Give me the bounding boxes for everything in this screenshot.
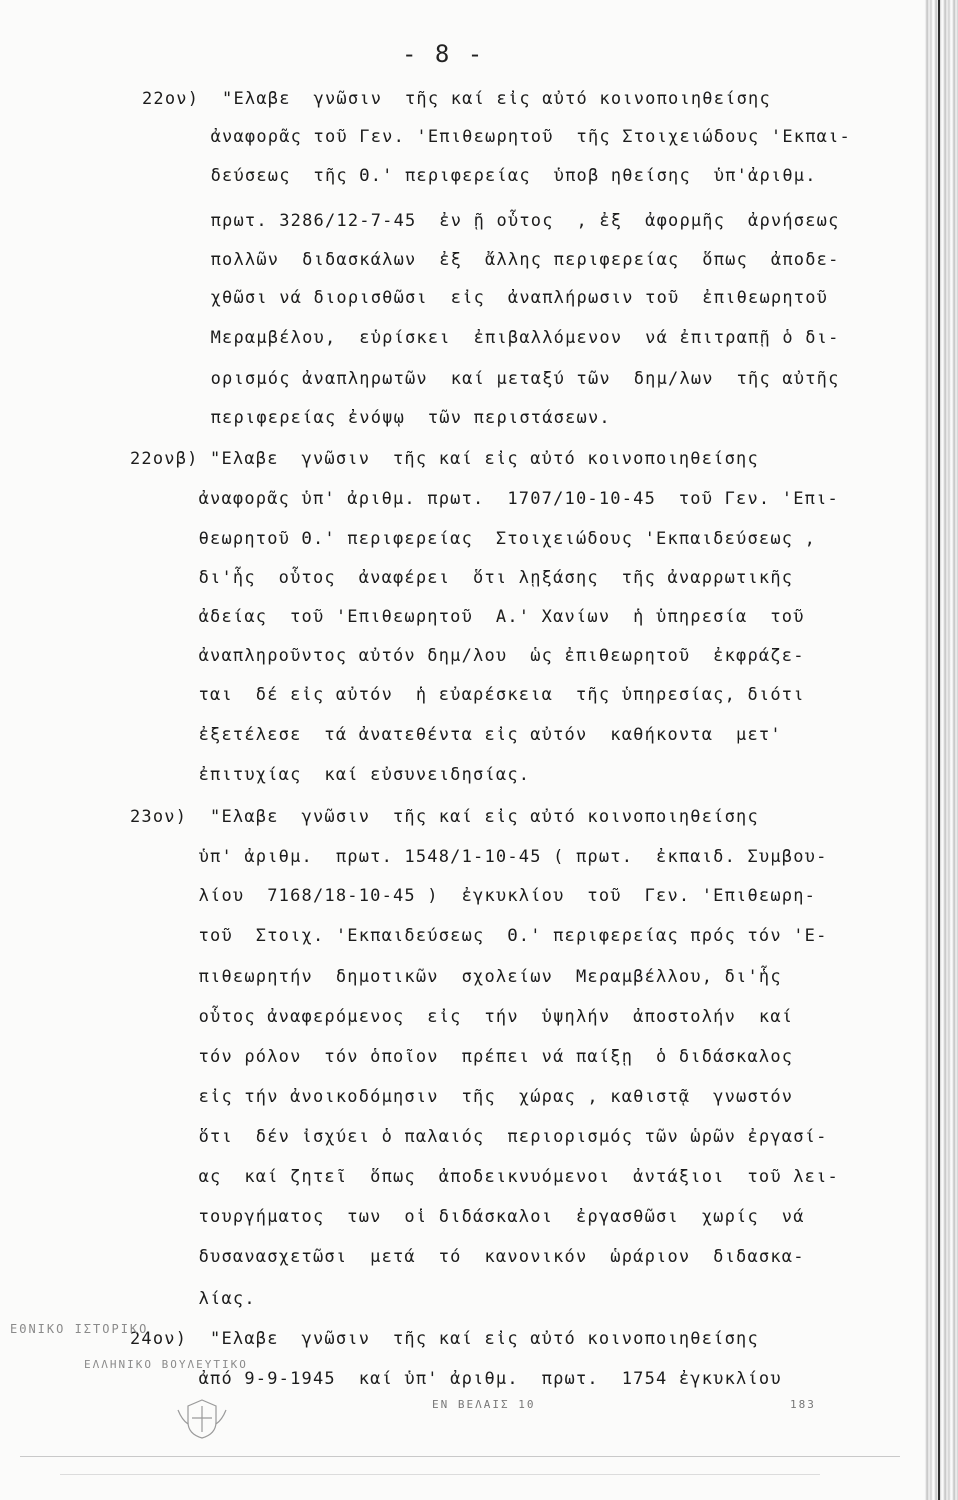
text-line: τόν ρόλον τόν ὁποῖον πρέπει νά παίξῃ ὁ διδάσκαλος — [130, 1047, 794, 1067]
text-line: Μεραμβέλου, εὑρίσκει ἐπιβαλλόμενον νά ἐπιτραπῇ ὁ δι- — [142, 328, 840, 348]
page-number: - 8 - — [402, 40, 485, 68]
text-line: 24ον) "Ελαβε γνῶσιν τῆς καί εἰς αὐτό κοινοποιηθείσης — [130, 1329, 759, 1349]
text-line: ορισμός ἀναπληρωτῶν καί μεταξύ τῶν δημ/λων τῆς αὐτῆς — [142, 369, 840, 389]
text-line: τουργήματος των οἱ διδάσκαλοι ἐργασθῶσι χωρίς νά — [130, 1207, 805, 1227]
archive-folio-number: 183 — [790, 1398, 816, 1411]
text-line: εἰς τήν ἀνοικοδόμησιν τῆς χώρας , καθιστᾷ γνωστόν — [130, 1087, 794, 1107]
text-line: λίου 7168/18-10-45 ) ἐγκυκλίου τοῦ Γεν. 'Επιθεωρη- — [130, 886, 817, 906]
text-line: πιθεωρητήν δημοτικῶν σχολείων Μεραμβέλλου, δι'ἧς — [130, 967, 782, 987]
text-line: ἀπό 9-9-1945 καί ὑπ' ἀριθμ. πρωτ. 1754 ἐγκυκλίου — [130, 1369, 782, 1389]
text-line: ἀδείας τοῦ 'Επιθεωρητοῦ Α.' Χανίων ἡ ὑπηρεσία τοῦ — [130, 607, 805, 627]
text-line: δι'ἧς οὗτος ἀναφέρει ὅτι λῃξάσης τῆς ἀναρρωτικῆς — [130, 568, 794, 588]
text-line: περιφερείας ἐνόψῳ τῶν περιστάσεων. — [142, 408, 611, 428]
text-line: πολλῶν διδασκάλων ἐξ ἄλλης περιφερείας ὅπως ἀποδε- — [142, 250, 840, 270]
text-line: ἀναφορᾶς ὑπ' ἀριθμ. πρωτ. 1707/10-10-45 τοῦ Γεν. 'Επι- — [130, 489, 839, 509]
text-line: 22ονβ) "Ελαβε γνῶσιν τῆς καί εἰς αὐτό κοινοποιηθείσης — [130, 449, 759, 469]
scan-artifact-line — [60, 1474, 820, 1475]
text-line: πρωτ. 3286/12-7-45 ἐν ῇ οὗτος , ἐξ ἀφορμῆς ἀρνήσεως — [142, 211, 840, 231]
binding-line — [938, 0, 940, 1500]
page-edge-shadow — [924, 0, 958, 1500]
stamp-line-a: ΕΘΝΙΚΟ ΙΣΤΟΡΙΚΟ — [10, 1322, 149, 1336]
text-line: τοῦ Στοιχ. 'Εκπαιδεύσεως Θ.' περιφερείας πρός τόν 'Ε- — [130, 926, 828, 946]
text-line: ἀναπληροῦντος αὐτόν δημ/λου ὡς ἐπιθεωρητοῦ ἐκφράζε- — [130, 646, 805, 666]
text-line: ται δέ εἰς αὐτόν ἡ εὐαρέσκεια τῆς ὑπηρεσίας, διότι — [130, 685, 805, 705]
text-line: δεύσεως τῆς Θ.' περιφερείας ὑποβ ηθείσης ὑπ'ἀριθμ. — [142, 166, 817, 186]
text-line: 23ον) "Ελαβε γνῶσιν τῆς καί εἰς αὐτό κοινοποιηθείσης — [130, 807, 759, 827]
stamp-line-b: ΕΛΛΗΝΙΚΟ ΒΟΥΛΕΥΤΙΚΟ — [84, 1358, 248, 1371]
text-line: δυσανασχετῶσι μετά τό κανονικόν ὡράριον διδασκα- — [130, 1247, 805, 1267]
archive-reference: ΕΝ ΒΕΛΑΙΣ 10 — [432, 1398, 536, 1411]
text-line: ας καί ζητεῖ ὅπως ἀποδεικνυόμενοι ἀντάξιοι τοῦ λει- — [130, 1167, 839, 1187]
text-line: ὅτι δέν ἰσχύει ὁ παλαιός περιορισμός τῶν ὡρῶν ἐργασί- — [130, 1127, 828, 1147]
text-line: 22ον) "Ελαβε γνῶσιν τῆς καί εἰς αὐτό κοινοποιηθείσης — [142, 89, 771, 109]
text-line: ἀναφορᾶς τοῦ Γεν. 'Επιθεωρητοῦ τῆς Στοιχειώδους 'Εκπαι- — [142, 127, 851, 147]
text-line: οὗτος ἀναφερόμενος εἰς τήν ὑψηλήν ἀποστολήν καί — [130, 1007, 794, 1027]
text-line: ἐπιτυχίας καί εὐσυνειδησίας. — [130, 765, 531, 785]
coat-of-arms-icon — [172, 1396, 232, 1442]
text-line: θεωρητοῦ Θ.' περιφερείας Στοιχειώδους 'Εκπαιδεύσεως , — [130, 529, 817, 549]
text-line: λίας. — [130, 1289, 256, 1309]
text-line: χθῶσι νά διορισθῶσι εἰς ἀναπλήρωσιν τοῦ ἐπιθεωρητοῦ — [142, 288, 829, 308]
scan-artifact-line — [20, 1456, 900, 1457]
archive-stamp — [0, 1308, 300, 1388]
text-line: ὑπ' ἀριθμ. πρωτ. 1548/1-10-45 ( πρωτ. ἐκπαιδ. Συμβου- — [130, 847, 828, 867]
text-line: ἐξετέλεσε τά ἀνατεθέντα εἰς αὐτόν καθήκοντα μετ' — [130, 725, 782, 745]
